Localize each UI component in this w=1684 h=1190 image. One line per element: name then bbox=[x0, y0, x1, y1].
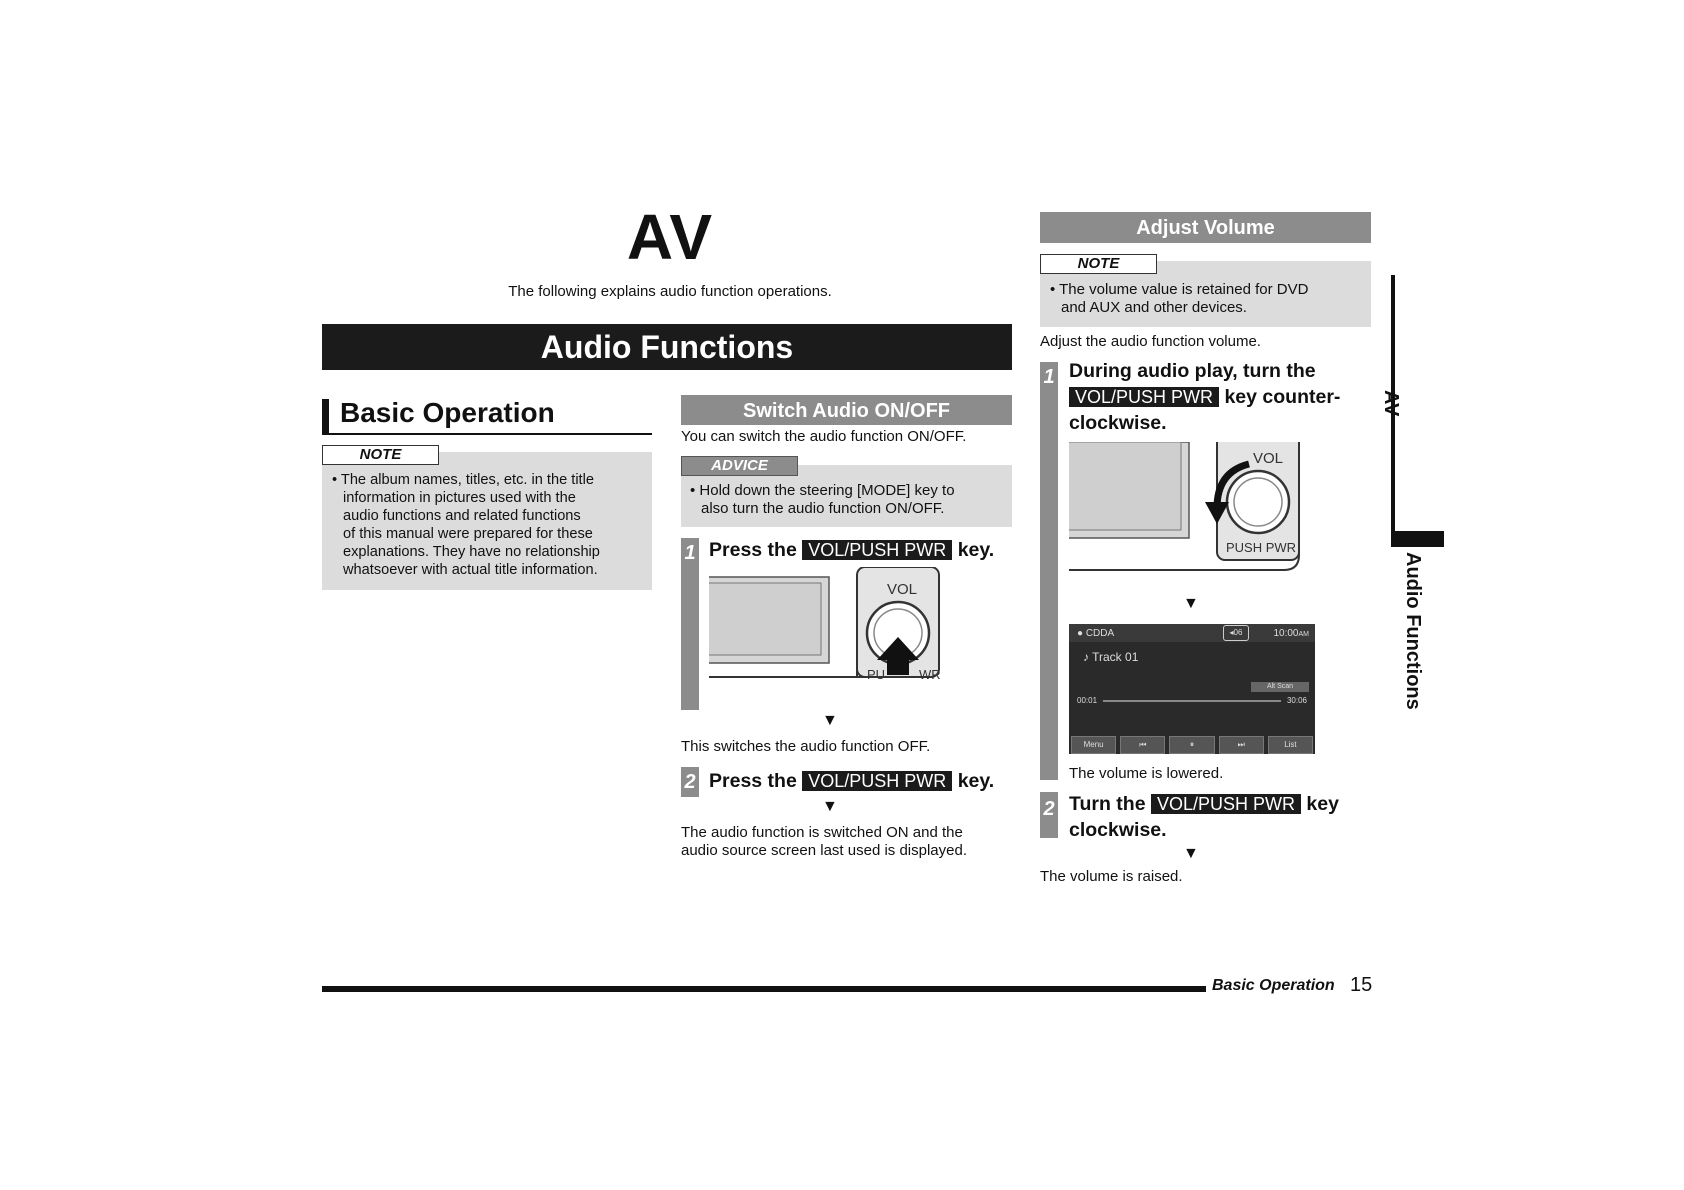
basic-operation-title: Basic Operation bbox=[340, 397, 555, 428]
footer-rule bbox=[322, 986, 1206, 992]
volume-note-text bbox=[1050, 281, 1370, 317]
scan-button: Alt Scan bbox=[1251, 682, 1309, 692]
basic-note-label: NOTE bbox=[322, 445, 439, 465]
result-line: The audio function is switched ON and the bbox=[681, 824, 963, 841]
step-result: This switches the audio function OFF. bbox=[681, 738, 931, 755]
volume-badge: ◂06 bbox=[1223, 625, 1249, 641]
down-arrow-icon: ▼ bbox=[1183, 595, 1199, 612]
step-result: The volume is raised. bbox=[1040, 868, 1183, 885]
step-text: clockwise. bbox=[1069, 412, 1167, 434]
adjust-volume-intro: Adjust the audio function volume. bbox=[1040, 333, 1261, 350]
volume-note-label: NOTE bbox=[1040, 254, 1157, 274]
advice-text bbox=[690, 482, 1010, 518]
result-line: audio source screen last used is displayed. bbox=[681, 842, 967, 859]
source-label: ● CDDA bbox=[1077, 628, 1115, 639]
step-number-label: 2 bbox=[1043, 798, 1055, 820]
knob-push-label-right: WR bbox=[919, 667, 941, 682]
next-icon: ⏭ bbox=[1219, 736, 1264, 754]
side-tab-section: Audio Functions bbox=[1402, 552, 1424, 710]
track-text: Track 01 bbox=[1092, 650, 1139, 664]
switch-audio-intro: You can switch the audio function ON/OFF. bbox=[681, 428, 967, 445]
step-text: key counter- bbox=[1224, 386, 1341, 408]
step-text: Turn the bbox=[1069, 793, 1146, 815]
key-label: VOL/PUSH PWR bbox=[1069, 387, 1219, 407]
page-title: AV bbox=[626, 201, 714, 273]
basic-operation-heading bbox=[322, 397, 652, 435]
previous-icon: ⏮ bbox=[1120, 736, 1165, 754]
screen-button-row bbox=[1071, 736, 1313, 754]
vol-knob-press-illustration bbox=[709, 567, 947, 697]
music-note-icon: ♪ bbox=[1083, 650, 1089, 664]
step-result: The volume is lowered. bbox=[1069, 765, 1224, 782]
down-arrow-icon: ▼ bbox=[1183, 845, 1199, 862]
note-line: of this manual were prepared for these bbox=[343, 526, 593, 542]
heading-bar bbox=[322, 399, 329, 435]
note-line: • The album names, titles, etc. in the title bbox=[332, 472, 594, 488]
step-instruction bbox=[1069, 358, 1369, 436]
list-button: List bbox=[1268, 736, 1313, 754]
side-tab-chapter: AV bbox=[1380, 390, 1402, 417]
step-instruction bbox=[1069, 791, 1369, 843]
step-text: key bbox=[1306, 793, 1339, 815]
pause-icon: ⏸ bbox=[1169, 736, 1214, 754]
note-line: information in pictures used with the bbox=[343, 490, 576, 506]
note-line: and AUX and other devices. bbox=[1061, 299, 1247, 316]
basic-note-text bbox=[332, 471, 650, 579]
footer-section-label: Basic Operation bbox=[1212, 977, 1335, 994]
step-number-label: 1 bbox=[1043, 366, 1055, 388]
step-text: During audio play, turn the bbox=[1069, 360, 1316, 382]
advice-line: • Hold down the steering [MODE] key to bbox=[690, 482, 955, 499]
elapsed-time: 00:01 bbox=[1077, 696, 1098, 705]
key-label: VOL/PUSH PWR bbox=[1151, 794, 1301, 814]
source-text: CDDA bbox=[1085, 628, 1115, 639]
advice-label: ADVICE bbox=[681, 456, 798, 476]
step-text: key. bbox=[957, 770, 995, 792]
side-tab-block bbox=[1391, 531, 1444, 547]
step-text: Press the bbox=[709, 539, 797, 561]
note-line: • The volume value is retained for DVD bbox=[1050, 281, 1309, 298]
step-result bbox=[681, 824, 1001, 860]
step-instruction bbox=[709, 768, 994, 794]
down-arrow-icon: ▼ bbox=[822, 712, 838, 729]
note-line: whatsoever with actual title information. bbox=[343, 562, 598, 578]
key-label: VOL/PUSH PWR bbox=[802, 540, 952, 560]
step-text: key. bbox=[957, 539, 995, 561]
switch-audio-header: Switch Audio ON/OFF bbox=[681, 395, 1012, 425]
key-label: VOL/PUSH PWR bbox=[802, 771, 952, 791]
total-time: 30:06 bbox=[1286, 696, 1307, 705]
step-number bbox=[681, 538, 699, 710]
section-banner: Audio Functions bbox=[322, 324, 1012, 370]
step-instruction bbox=[709, 537, 994, 563]
page-number: 15 bbox=[1350, 974, 1373, 996]
step-number-label: 1 bbox=[684, 542, 696, 564]
step-number-label: 2 bbox=[684, 771, 696, 793]
clock bbox=[1273, 628, 1309, 639]
clock-suffix: AM bbox=[1298, 631, 1309, 638]
progress-bar bbox=[1103, 700, 1281, 702]
step-number bbox=[681, 767, 699, 797]
adjust-volume-header: Adjust Volume bbox=[1040, 212, 1371, 243]
step-number bbox=[1040, 362, 1058, 780]
advice-line: also turn the audio function ON/OFF. bbox=[701, 500, 945, 517]
knob-vol-label: VOL bbox=[1253, 450, 1284, 467]
knob-push-label: PUSH PWR bbox=[1226, 540, 1297, 555]
step-number bbox=[1040, 792, 1058, 838]
note-line: audio functions and related functions bbox=[343, 508, 581, 524]
page-subtitle: The following explains audio function operations. bbox=[508, 283, 832, 300]
volume-value: 06 bbox=[1233, 628, 1243, 637]
step-text: Press the bbox=[709, 770, 797, 792]
down-arrow-icon: ▼ bbox=[822, 798, 838, 815]
audio-screen-illustration bbox=[1069, 624, 1315, 754]
menu-button: Menu bbox=[1071, 736, 1116, 754]
clock-time: 10:00 bbox=[1273, 628, 1299, 639]
track-title bbox=[1083, 650, 1138, 664]
note-line: explanations. They have no relationship bbox=[343, 544, 600, 560]
knob-push-label-left: PU bbox=[867, 667, 886, 682]
knob-vol-label: VOL bbox=[887, 581, 918, 598]
vol-knob-turn-illustration bbox=[1069, 442, 1307, 572]
step-text: clockwise. bbox=[1069, 819, 1167, 841]
